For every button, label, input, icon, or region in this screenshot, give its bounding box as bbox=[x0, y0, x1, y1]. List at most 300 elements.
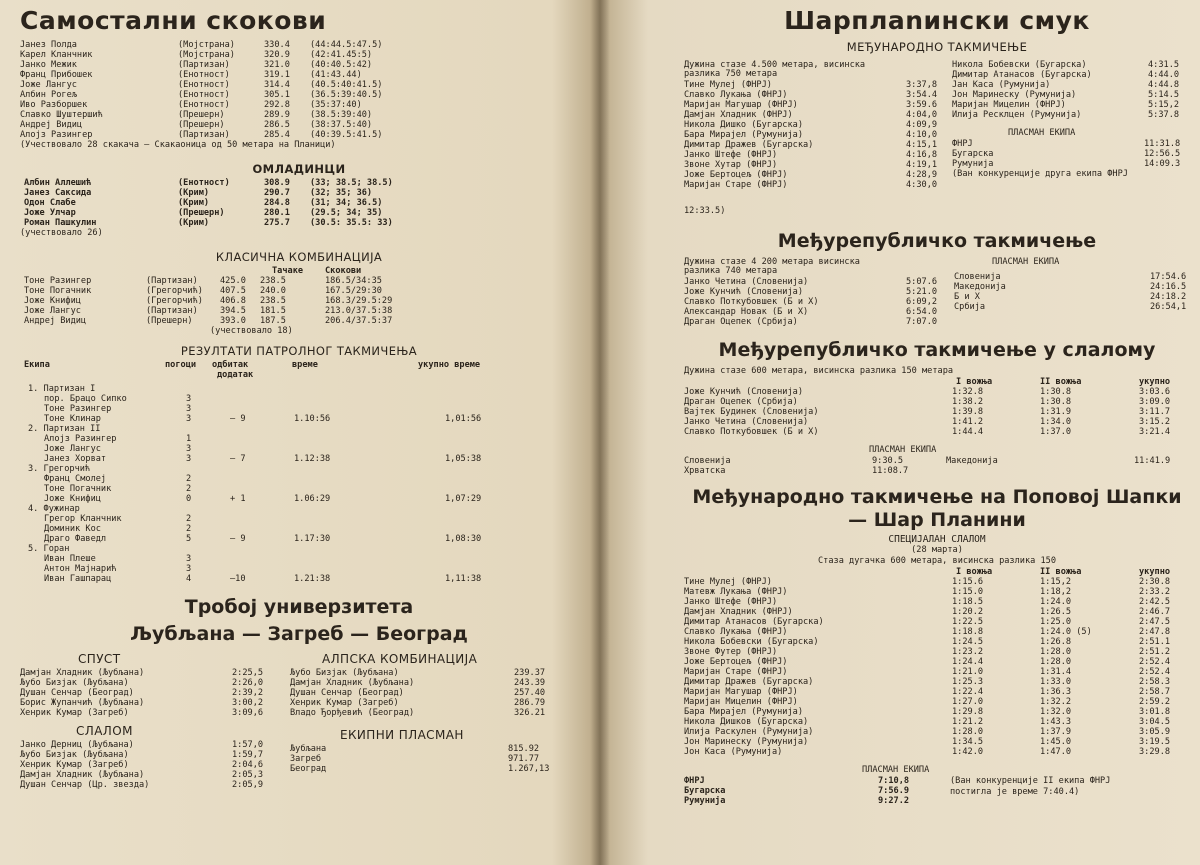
popova-row-cell: 2:46.7 bbox=[1139, 607, 1171, 617]
popova-row-cell: Маријан Магушар (ФНРЈ) bbox=[684, 687, 798, 697]
youth-row-cell: 280.1 bbox=[264, 208, 290, 218]
interrep-row-cell: Славко Поткубовшек (Б и Х) bbox=[684, 297, 819, 307]
jump-row-cell: (35:37:40) bbox=[310, 100, 362, 110]
popova-row-cell: 3:04.5 bbox=[1139, 717, 1171, 727]
shar-row bbox=[684, 110, 946, 120]
patrol-cell: 1,05:38 bbox=[445, 454, 482, 464]
popova-row-cell: 1:15.0 bbox=[952, 587, 984, 597]
patrol-member-row bbox=[20, 414, 578, 424]
interrep-row-cell: Драган Оцепек (Србија) bbox=[684, 317, 798, 327]
popova-row-cell: 1:31.4 bbox=[1040, 667, 1072, 677]
slalom-section-title: Међурепубличко такмичење у слалому bbox=[718, 339, 1156, 361]
shar-row-cell: Маријан Старе (ФНРЈ) bbox=[684, 180, 788, 190]
combo-row-cell: (Грегорчић) bbox=[146, 286, 203, 296]
shar-row-right bbox=[952, 100, 1188, 110]
youth-row-cell: (29.5; 34; 35) bbox=[310, 208, 383, 218]
patrol-cell: 1 bbox=[186, 434, 192, 444]
shar-team-row-cell: Бугарска bbox=[952, 149, 994, 159]
shar-row-right bbox=[952, 70, 1188, 80]
combo-row-cell: 187.5 bbox=[260, 316, 286, 326]
popova-row-cell: Бара Мираjел (Румунија) bbox=[684, 707, 803, 717]
patrol-cell: 4 bbox=[186, 574, 192, 584]
combo-row-cell: 181.5 bbox=[260, 306, 286, 316]
downhill-row-cell: 2:26,0 bbox=[232, 678, 264, 688]
patrol-member-row bbox=[20, 514, 578, 524]
interrep-team-row bbox=[954, 272, 1190, 282]
patrol-cell: 3 bbox=[186, 414, 192, 424]
shar-team-row bbox=[952, 139, 1188, 149]
popova-row-cell: 1:18,2 bbox=[1040, 587, 1072, 597]
shar-team-results bbox=[952, 139, 1188, 169]
youth-row-cell: 275.7 bbox=[264, 218, 290, 228]
slalom-results bbox=[684, 387, 1190, 437]
slalom-team-extra-name: Македонија bbox=[946, 456, 998, 466]
patrol-cell: + 1 bbox=[230, 494, 246, 504]
youth-row bbox=[20, 218, 578, 228]
slalom-header bbox=[684, 377, 1190, 387]
interrep-team-row-cell: 24:18.2 bbox=[1150, 292, 1187, 302]
shar-team-row bbox=[952, 159, 1188, 169]
popova-row bbox=[684, 647, 1190, 657]
slalom-team-title: ПЛАСМАН ЕКИПА bbox=[869, 445, 937, 455]
downhill-title: СПУСТ bbox=[78, 652, 121, 666]
jump-row bbox=[20, 120, 578, 130]
jump-row-cell: (Енотност) bbox=[178, 90, 230, 100]
slalom-team-row bbox=[684, 456, 934, 466]
downhill-row bbox=[20, 708, 270, 718]
interrep-row-cell: Јоже Кунчић (Словенија) bbox=[684, 287, 803, 297]
interrep-team-results bbox=[954, 272, 1190, 312]
shar-row-cell: Јоже Бертоцељ (ФНРЈ) bbox=[684, 170, 788, 180]
youth-row-cell: Јоже Улчар bbox=[24, 208, 76, 218]
jump-row-cell: (42:41.45:5) bbox=[310, 50, 373, 60]
popova-row-cell: 2:58.3 bbox=[1139, 677, 1171, 687]
patrol-team-name bbox=[20, 544, 578, 554]
popova-row bbox=[684, 587, 1190, 597]
shar-row-right-cell: 5:37.8 bbox=[1148, 110, 1180, 120]
youth-row-cell: (Прешерн) bbox=[178, 208, 225, 218]
uni-slalom-row-cell: Душан Сенчар (Цр. звезда) bbox=[20, 780, 150, 790]
slalom-row-cell: Славко Поткубовшек (Б и Х) bbox=[684, 427, 819, 437]
uni-tables bbox=[20, 650, 578, 828]
patrol-team-name bbox=[20, 504, 578, 514]
patrol-cell: —10 bbox=[230, 574, 246, 584]
popova-row bbox=[684, 617, 1190, 627]
combo-row-cell: 186.5/34:35 bbox=[325, 276, 382, 286]
alpine-row bbox=[282, 698, 578, 708]
shar-row-right-cell: Димитар Атанасов (Бугарска) bbox=[952, 70, 1092, 80]
interrep-row-cell: Јанко Четина (Словенија) bbox=[684, 277, 809, 287]
shar-row-cell: 4:28,9 bbox=[906, 170, 938, 180]
uni-slalom-row bbox=[20, 780, 270, 790]
youth-row-cell: Роман Пашкулин bbox=[24, 218, 97, 228]
slalom-course: Дужина стазе 600 метара, висинска разлика 150 метара bbox=[684, 366, 954, 376]
interrep-course-2: разлика 740 метара bbox=[684, 266, 778, 276]
shar-row bbox=[684, 100, 946, 110]
popova-row-cell: 1:22.5 bbox=[952, 617, 984, 627]
patrol-team-label: 2. Партизан II bbox=[28, 424, 101, 434]
slalom-row-cell: Ваjтек Будинек (Словенија) bbox=[684, 407, 819, 417]
slalom-team-results bbox=[684, 456, 934, 476]
popova-row-cell: Димитар Атанасов (Бугарска) bbox=[684, 617, 824, 627]
shar-row-cell: 3:59.6 bbox=[906, 100, 938, 110]
jump-row bbox=[20, 110, 578, 120]
combo-row bbox=[20, 316, 578, 326]
jump-row-cell: Карел Кланчник bbox=[20, 50, 93, 60]
slalom-row-cell: 1:37.0 bbox=[1040, 427, 1072, 437]
patrol-cell: Јанез Хорват bbox=[44, 454, 107, 464]
slalom-team-row-cell: 9:30.5 bbox=[872, 456, 904, 466]
popova-team-row bbox=[684, 796, 934, 806]
popova-row-cell: Димитар Дражев (Бугарска) bbox=[684, 677, 814, 687]
shar-row-cell: Тине Мулеј (ФНРЈ) bbox=[684, 80, 772, 90]
jumps-title: Самостални скокови bbox=[20, 6, 327, 35]
popova-team-row-cell: Румунија bbox=[684, 796, 726, 806]
popova-row-cell: 2:47.5 bbox=[1139, 617, 1171, 627]
youth-row-cell: 284.8 bbox=[264, 198, 290, 208]
popova-row bbox=[684, 707, 1190, 717]
shar-row-cell: Димитар Дражев (Бугарска) bbox=[684, 140, 814, 150]
shar-row-right-cell: 4:44.8 bbox=[1148, 80, 1180, 90]
popova-row-cell: 3:01.8 bbox=[1139, 707, 1171, 717]
interrep-block bbox=[684, 257, 1190, 331]
patrol-member-row bbox=[20, 404, 578, 414]
interrep-team-row bbox=[954, 292, 1190, 302]
shar-row-cell: 3:37,8 bbox=[906, 80, 938, 90]
shar-row bbox=[684, 130, 946, 140]
patrol-h-team: Екипа bbox=[24, 360, 50, 370]
popova-row-cell: 1:28.0 bbox=[1040, 647, 1072, 657]
patrol-member-row bbox=[20, 574, 578, 584]
popova-row-cell: Маријан Старе (ФНРЈ) bbox=[684, 667, 788, 677]
popova-team-title: ПЛАСМАН ЕКИПА bbox=[862, 765, 930, 775]
youth-row-cell: (31; 34; 36.5) bbox=[310, 198, 383, 208]
popova-course: Стаза дугачка 600 метара, висинска разлика 150 bbox=[818, 556, 1056, 566]
popova-row-cell: 1:32.2 bbox=[1040, 697, 1072, 707]
patrol-cell: Франц Смолеј bbox=[44, 474, 107, 484]
shar-row-cell: 4:16,8 bbox=[906, 150, 938, 160]
slalom-row-cell: 3:03.6 bbox=[1139, 387, 1171, 397]
alpine-row-cell: Љубо Бизјак (Љубљана) bbox=[290, 668, 399, 678]
uni-slalom-row-cell: Дамјан Хладник (Љубљана) bbox=[20, 770, 145, 780]
popova-team-row bbox=[684, 776, 934, 786]
uni-teams-title: ЕКИПНИ ПЛАСМАН bbox=[340, 728, 464, 742]
slalom-row-cell: 3:11.7 bbox=[1139, 407, 1171, 417]
jump-row-cell: Јанез Полда bbox=[20, 40, 77, 50]
combo-row-cell: (Партизан) bbox=[146, 276, 198, 286]
interrep-right-col bbox=[954, 257, 1190, 312]
jump-row bbox=[20, 70, 578, 80]
popova-row-cell: 2:51.1 bbox=[1139, 637, 1171, 647]
uni-slalom-row-cell: Љубо Бизјак (Љубљана) bbox=[20, 750, 129, 760]
youth-row-cell: 290.7 bbox=[264, 188, 290, 198]
patrol-cell: 2 bbox=[186, 484, 192, 494]
shar-results-right bbox=[952, 60, 1188, 120]
combo-row-cell: 407.5 bbox=[220, 286, 246, 296]
interrep-row bbox=[684, 297, 946, 307]
uni-left-col bbox=[20, 650, 270, 790]
popova-row-cell: 1:26.5 bbox=[1040, 607, 1072, 617]
combo-title: КЛАСИЧНА КОМБИНАЦИЈА bbox=[215, 250, 383, 264]
jump-row-cell: (Енотност) bbox=[178, 100, 230, 110]
patrol-member-row bbox=[20, 494, 578, 504]
jump-row bbox=[20, 60, 578, 70]
shar-row-right bbox=[952, 110, 1188, 120]
popova-row-cell: 1:32.0 bbox=[1040, 707, 1072, 717]
jump-row-cell: Андреј Видиц bbox=[20, 120, 83, 130]
popova-row bbox=[684, 737, 1190, 747]
popova-row-cell: 1:24.4 bbox=[952, 657, 984, 667]
popova-row-cell: Славко Лукања (ФНРЈ) bbox=[684, 627, 788, 637]
interrep-row bbox=[684, 317, 946, 327]
jump-row-cell: (Прешерн) bbox=[178, 110, 225, 120]
popova-results bbox=[684, 577, 1190, 757]
youth-row-cell: Јанез Саксида bbox=[24, 188, 92, 198]
popova-row-cell: 2:51.2 bbox=[1139, 647, 1171, 657]
slalom-row-cell: 1:31.9 bbox=[1040, 407, 1072, 417]
shar-team-note-time: 12:33.5) bbox=[684, 206, 726, 216]
patrol-cell: Доминик Кос bbox=[44, 524, 101, 534]
alpine-row bbox=[282, 668, 578, 678]
downhill-row-cell: Борис Жупанчић (Љубљана) bbox=[20, 698, 145, 708]
jump-row-cell: Јоже Лангус bbox=[20, 80, 77, 90]
popova-team-row-cell: ФНРЈ bbox=[684, 776, 705, 786]
popova-row-cell: 1:47.0 bbox=[1040, 747, 1072, 757]
interrep-team-row bbox=[954, 282, 1190, 292]
patrol-team-label: 5. Горан bbox=[28, 544, 70, 554]
combo-row-cell: (Грегорчић) bbox=[146, 296, 203, 306]
downhill-row-cell: Дамјан Хладник (Љубљана) bbox=[20, 668, 145, 678]
patrol-results bbox=[20, 384, 578, 584]
combo-row-cell: 240.0 bbox=[260, 286, 286, 296]
shar-row-cell: 4:30,0 bbox=[906, 180, 938, 190]
combo-row-cell: 238.5 bbox=[260, 296, 286, 306]
combo-col-jumps: Скокови bbox=[325, 266, 362, 276]
popova-row-cell: 1:24.0 (5) bbox=[1040, 627, 1092, 637]
interrep-team-row-cell: 24:16.5 bbox=[1150, 282, 1187, 292]
shar-row bbox=[684, 140, 946, 150]
shar-row-right-cell: Илија Ресклцен (Румунија) bbox=[952, 110, 1082, 120]
popova-title-1: Међународно такмичење на Поповој Шапки bbox=[692, 486, 1182, 508]
shar-row-right bbox=[952, 60, 1188, 70]
interrep-row bbox=[684, 307, 946, 317]
patrol-cell: — 9 bbox=[230, 534, 246, 544]
popova-team-block bbox=[684, 776, 1190, 808]
slalom-row-cell: Јоже Кунчић (Словенија) bbox=[684, 387, 803, 397]
shar-row-cell: 4:09,9 bbox=[906, 120, 938, 130]
uni-slalom-row-cell: 2:05,3 bbox=[232, 770, 264, 780]
popova-row-cell: 2:42.5 bbox=[1139, 597, 1171, 607]
slalom-row-cell: 1:34.0 bbox=[1040, 417, 1072, 427]
popova-row bbox=[684, 597, 1190, 607]
shar-row-cell: 4:04,0 bbox=[906, 110, 938, 120]
jump-row-cell: (40:39.5:41.5) bbox=[310, 130, 383, 140]
patrol-cell: — 9 bbox=[230, 414, 246, 424]
popova-header bbox=[684, 567, 1190, 577]
patrol-cell: 2 bbox=[186, 474, 192, 484]
patrol-member-row bbox=[20, 484, 578, 494]
slalom-row-cell: Драган Оцепек (Србија) bbox=[684, 397, 798, 407]
slalom-team-row-cell: 11:08.7 bbox=[872, 466, 909, 476]
shar-title: Шарплanински смук bbox=[784, 6, 1090, 35]
jump-row-cell: (38:37.5:40) bbox=[310, 120, 373, 130]
shar-row-cell: 4:15,1 bbox=[906, 140, 938, 150]
patrol-header bbox=[20, 360, 578, 380]
popova-row-cell: Јон Маринеску (Румунија) bbox=[684, 737, 809, 747]
shar-team-row-cell: ФНРЈ bbox=[952, 139, 973, 149]
interrep-team-row-cell: Македонија bbox=[954, 282, 1006, 292]
downhill-row-cell: Љубо Бизјак (Љубљана) bbox=[20, 678, 129, 688]
alpine-row-cell: Дамјан Хладник (Љубљана) bbox=[290, 678, 415, 688]
interrep-course-1: Дужина стазе 4 200 метара висинска bbox=[684, 257, 860, 267]
patrol-member-row bbox=[20, 564, 578, 574]
uni-right-col bbox=[282, 650, 578, 774]
slalom-row-cell: 1:39.8 bbox=[952, 407, 984, 417]
interrep-team-row-cell: Б и Х bbox=[954, 292, 980, 302]
downhill-row-cell: 2:25,5 bbox=[232, 668, 264, 678]
shar-row-cell: Дамјан Хладник (ФНРЈ) bbox=[684, 110, 793, 120]
patrol-member-row bbox=[20, 434, 578, 444]
combo-row bbox=[20, 296, 578, 306]
jump-row-cell: (Партизан) bbox=[178, 130, 230, 140]
jump-row bbox=[20, 90, 578, 100]
patrol-cell: Иван Гашпарац bbox=[44, 574, 112, 584]
shar-right-col bbox=[952, 60, 1188, 180]
patrol-team-name bbox=[20, 464, 578, 474]
shar-row bbox=[684, 170, 946, 180]
slalom-team-row bbox=[684, 466, 934, 476]
jump-row bbox=[20, 50, 578, 60]
popova-row-cell: 1:28.0 bbox=[952, 727, 984, 737]
popova-row-cell: 1:15,2 bbox=[1040, 577, 1072, 587]
interrep-row bbox=[684, 287, 946, 297]
jump-row-cell: 289.9 bbox=[264, 110, 290, 120]
patrol-cell: Јоже Лангус bbox=[44, 444, 101, 454]
patrol-cell: 1.17:30 bbox=[294, 534, 331, 544]
popova-row-cell: Илија Раскулен (Румунија) bbox=[684, 727, 814, 737]
interrep-team-row-cell: Словенија bbox=[954, 272, 1001, 282]
jump-row-cell: 314.4 bbox=[264, 80, 290, 90]
patrol-cell: 1.10:56 bbox=[294, 414, 331, 424]
alpine-row-cell: Душан Сенчар (Београд) bbox=[290, 688, 404, 698]
shar-row-right-cell: 5:15,2 bbox=[1148, 100, 1180, 110]
slalom-row-cell: Јанко Четина (Словенија) bbox=[684, 417, 809, 427]
patrol-team-label: 1. Партизан I bbox=[28, 384, 96, 394]
shar-results-left bbox=[684, 80, 946, 190]
slalom-team-block bbox=[684, 456, 1190, 478]
shar-row bbox=[684, 150, 946, 160]
downhill-row-cell: Душан Сенчар (Београд) bbox=[20, 688, 134, 698]
uni-slalom-row-cell: 1:57,0 bbox=[232, 740, 264, 750]
popova-row-cell: 1:26.8 bbox=[1040, 637, 1072, 647]
popova-row-cell: Дамјан Хладник (ФНРЈ) bbox=[684, 607, 793, 617]
interrep-row-cell: 6:54.0 bbox=[906, 307, 938, 317]
patrol-cell: 1,01:56 bbox=[445, 414, 482, 424]
uni-slalom-row-cell: Јанко Дерниц (Љубљана) bbox=[20, 740, 134, 750]
interrep-team-title: ПЛАСМАН ЕКИПА bbox=[992, 257, 1060, 267]
youth-results bbox=[20, 178, 578, 228]
patrol-h-time: време bbox=[292, 360, 318, 370]
popova-team-row-cell: 9:27.2 bbox=[878, 796, 910, 806]
alpine-row-cell: 239.37 bbox=[514, 668, 546, 678]
shar-left-col bbox=[684, 60, 946, 190]
patrol-cell: Јоже Книфиц bbox=[44, 494, 101, 504]
popova-row-cell: 1:45.0 bbox=[1040, 737, 1072, 747]
popova-team-row-cell: 7:56.9 bbox=[878, 786, 910, 796]
uni-slalom-row bbox=[20, 740, 270, 750]
combo-row-cell: 394.5 bbox=[220, 306, 246, 316]
shar-team-row-cell: Румунија bbox=[952, 159, 994, 169]
shar-row-cell: Звоне Хутар (ФНРЈ) bbox=[684, 160, 778, 170]
combo-row bbox=[20, 276, 578, 286]
patrol-cell: Тоне Разингер bbox=[44, 404, 112, 414]
downhill-row bbox=[20, 678, 270, 688]
popova-row-cell: 2:47.8 bbox=[1139, 627, 1171, 637]
patrol-cell: 1.21:38 bbox=[294, 574, 331, 584]
patrol-cell: пор. Брацо Сипко bbox=[44, 394, 127, 404]
downhill-row bbox=[20, 688, 270, 698]
patrol-cell: Тоне Клинар bbox=[44, 414, 101, 424]
youth-row-cell: Одон Слабе bbox=[24, 198, 76, 208]
interrep-row-cell: Александар Новак (Б и Х) bbox=[684, 307, 809, 317]
popova-row-cell: 1:34.5 bbox=[952, 737, 984, 747]
youth-row-cell: (32; 35; 36) bbox=[310, 188, 373, 198]
popova-row-cell: 1:24.5 bbox=[952, 637, 984, 647]
alpine-results bbox=[282, 668, 578, 718]
popova-row-cell: 2:33.2 bbox=[1139, 587, 1171, 597]
combo-row-cell: 206.4/37.5:37 bbox=[325, 316, 393, 326]
youth-row-cell: (33; 38.5; 38.5) bbox=[310, 178, 393, 188]
youth-row-cell: (Крим) bbox=[178, 198, 210, 208]
uni-slalom-row-cell: Хенрик Кумар (Загреб) bbox=[20, 760, 129, 770]
interrep-row bbox=[684, 277, 946, 287]
slalom-row-cell: 1:41.2 bbox=[952, 417, 984, 427]
combo-row-cell: Јоже Лангус bbox=[24, 306, 81, 316]
popova-row-cell: 3:19.5 bbox=[1139, 737, 1171, 747]
shar-row-cell: Јанко Штефе (ФНРЈ) bbox=[684, 150, 778, 160]
slalom-row bbox=[684, 407, 1190, 417]
uni-slalom-row-cell: 2:05,9 bbox=[232, 780, 264, 790]
popova-row-cell: 1:36.3 bbox=[1040, 687, 1072, 697]
shar-team-row-cell: 14:09.3 bbox=[1144, 159, 1181, 169]
popova-row-cell: Јанко Штефе (ФНРЈ) bbox=[684, 597, 778, 607]
shar-team-note: (Ван конкуренције друга екипа ФНРЈ bbox=[952, 169, 1128, 179]
slalom-title: СЛАЛОМ bbox=[76, 724, 133, 738]
patrol-team-name bbox=[20, 424, 578, 434]
jump-row-cell: Иво Разборшек bbox=[20, 100, 88, 110]
jump-row-cell: Славко Шуштершић bbox=[20, 110, 103, 120]
popova-row-cell: 1:21.0 bbox=[952, 667, 984, 677]
popova-row bbox=[684, 677, 1190, 687]
combo-header bbox=[20, 266, 578, 276]
alpine-row-cell: Владо Ђорђевић (Београд) bbox=[290, 708, 415, 718]
youth-note: (учествовало 26) bbox=[20, 228, 103, 238]
patrol-cell: Драго Фаведл bbox=[44, 534, 107, 544]
combo-row-cell: Тоне Разингер bbox=[24, 276, 92, 286]
popova-row-cell: 1:18.8 bbox=[952, 627, 984, 637]
jump-row-cell: (36.5:39:40.5) bbox=[310, 90, 383, 100]
patrol-cell: 3 bbox=[186, 554, 192, 564]
alpine-row-cell: 286.79 bbox=[514, 698, 546, 708]
popova-row-cell: Никола Дишков (Бугарска) bbox=[684, 717, 809, 727]
youth-row-cell: 308.9 bbox=[264, 178, 290, 188]
slalom-row-cell: 1:30.8 bbox=[1040, 397, 1072, 407]
shar-row-right-cell: 4:44.0 bbox=[1148, 70, 1180, 80]
uni-team-results bbox=[282, 744, 578, 774]
shar-row-cell: Маријан Магушар (ФНРЈ) bbox=[684, 100, 798, 110]
shar-row-right-cell: Јан Каса (Румунија) bbox=[952, 80, 1051, 90]
shar-row bbox=[684, 180, 946, 190]
